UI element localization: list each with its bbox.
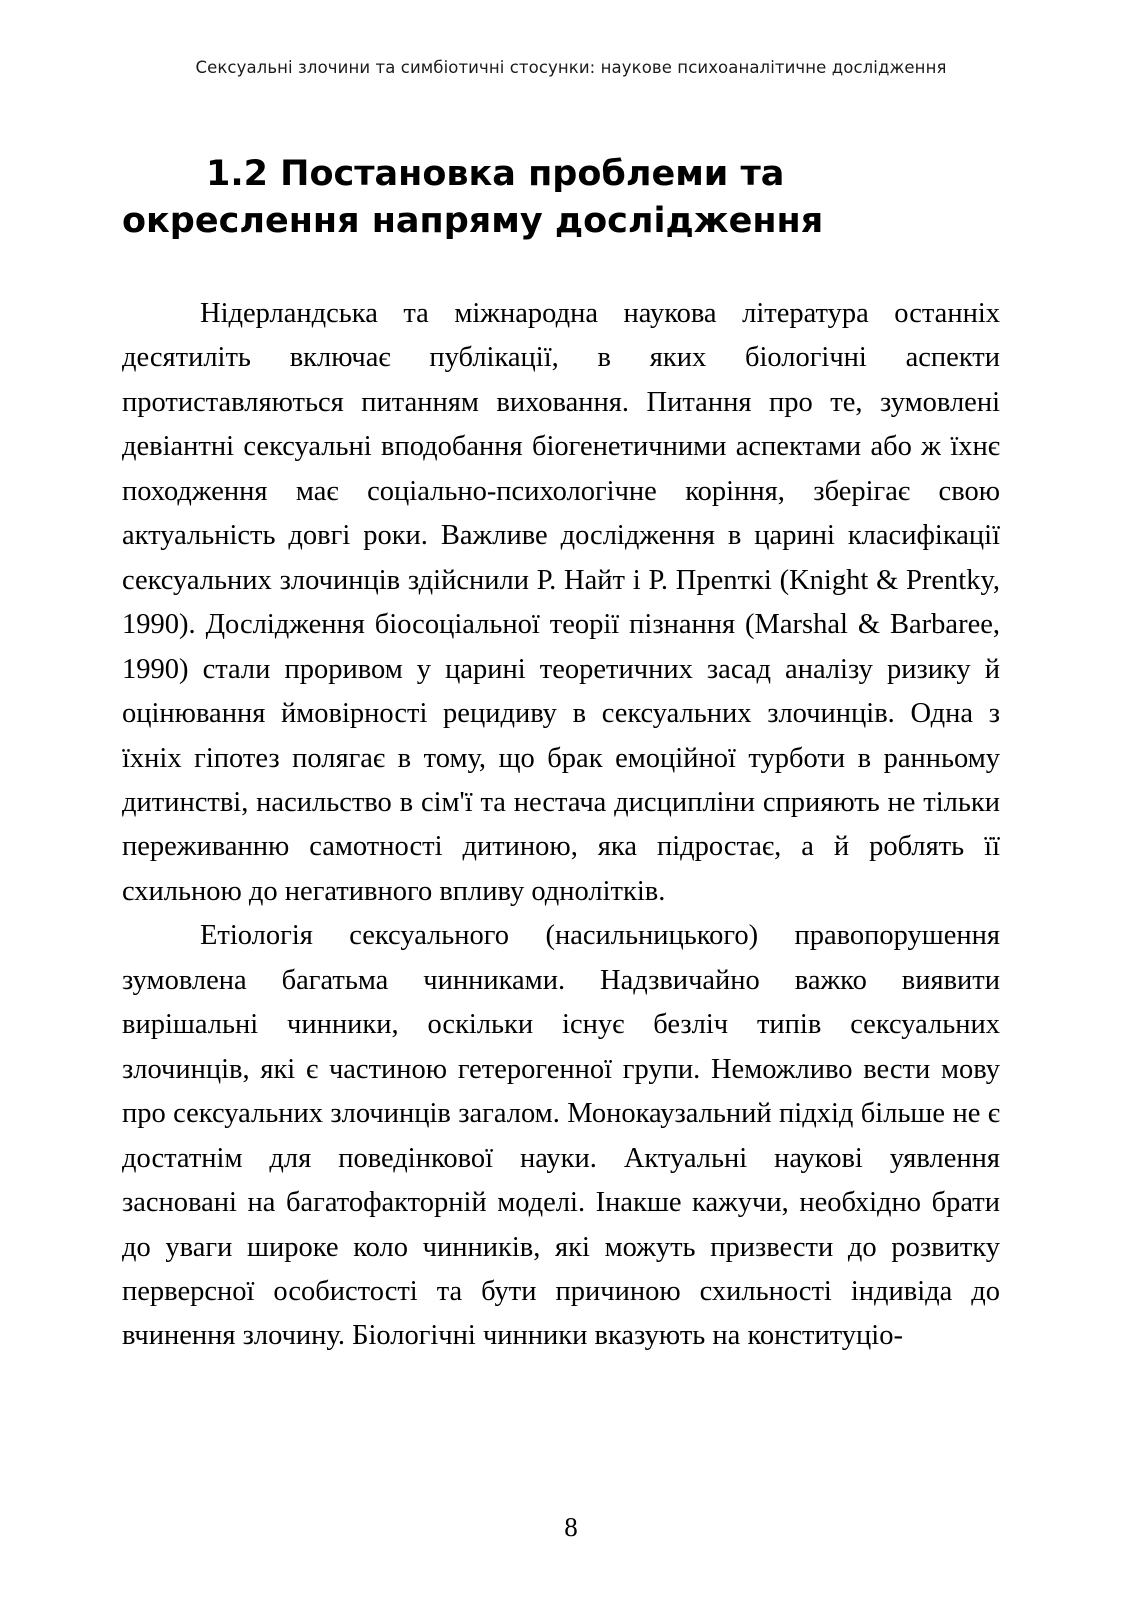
page-number: 8: [564, 1512, 578, 1542]
running-head: Сексуальні злочини та симбіотичні стосунки: наукове психоаналітичне дослідження: [195, 58, 947, 77]
paragraph: Етіологія сексуального (насильницького) правопорушення зумовлена багатьма чинниками. Надзвичайно важко виявити вирішальні чинники, оскільки існує безліч типів сексуальних злочинців, які є частиною гетерогенної групи. Неможливо вести мову про сексуальних злочинців загалом. Монокаузальний підхід більше не є достатнім для поведінкової науки. Актуальні наукові уявлення засновані на багатофакторній моделі. Інакше кажучи, необхідно брати до уваги широке коло чинників, які можуть призвести до розвитку перверсної особистості та бути причиною схильності індивіда до вчинення злочину. Біологічні чинники вказують на конституціо-: [122, 920, 1000, 1352]
body-text: [122, 292, 1000, 1359]
paragraph: Нідерландська та міжнародна наукова література останніх десятиліть включає публікації, в яких біологічні аспекти протиставляються питанням виховання. Питання про те, зумовлені девіантні сексуальні вподобання біогенетичними аспектами або ж їхнє походження має соціально-психологічне коріння, зберігає свою актуальність довгі роки. Важливе дослідження в царині класифікації сексуальних злочинців здійснили Р. Найт і Р. Прenткі (Knight & Prentky, 1990). Дослідження біосоціальної теорії пізнання (Marshal & Barbaree, 1990) стали проривом у царині теоретичних засад аналізу ризику й оцінювання ймовірності рецидиву в сексуальних злочинців. Одна з їхніх гіпотез полягає в тому, що брак емоційної турботи в ранньому дитинстві, насильство в сім'ї та нестача дисципліни сприяють не тільки переживанню самотності дитиною, яка підростає, а й роблять її схильною до негативного впливу однолітків.: [122, 298, 1000, 907]
page-title: 1.2 Постановка проблеми та окреслення напряму дослідження: [122, 154, 824, 242]
